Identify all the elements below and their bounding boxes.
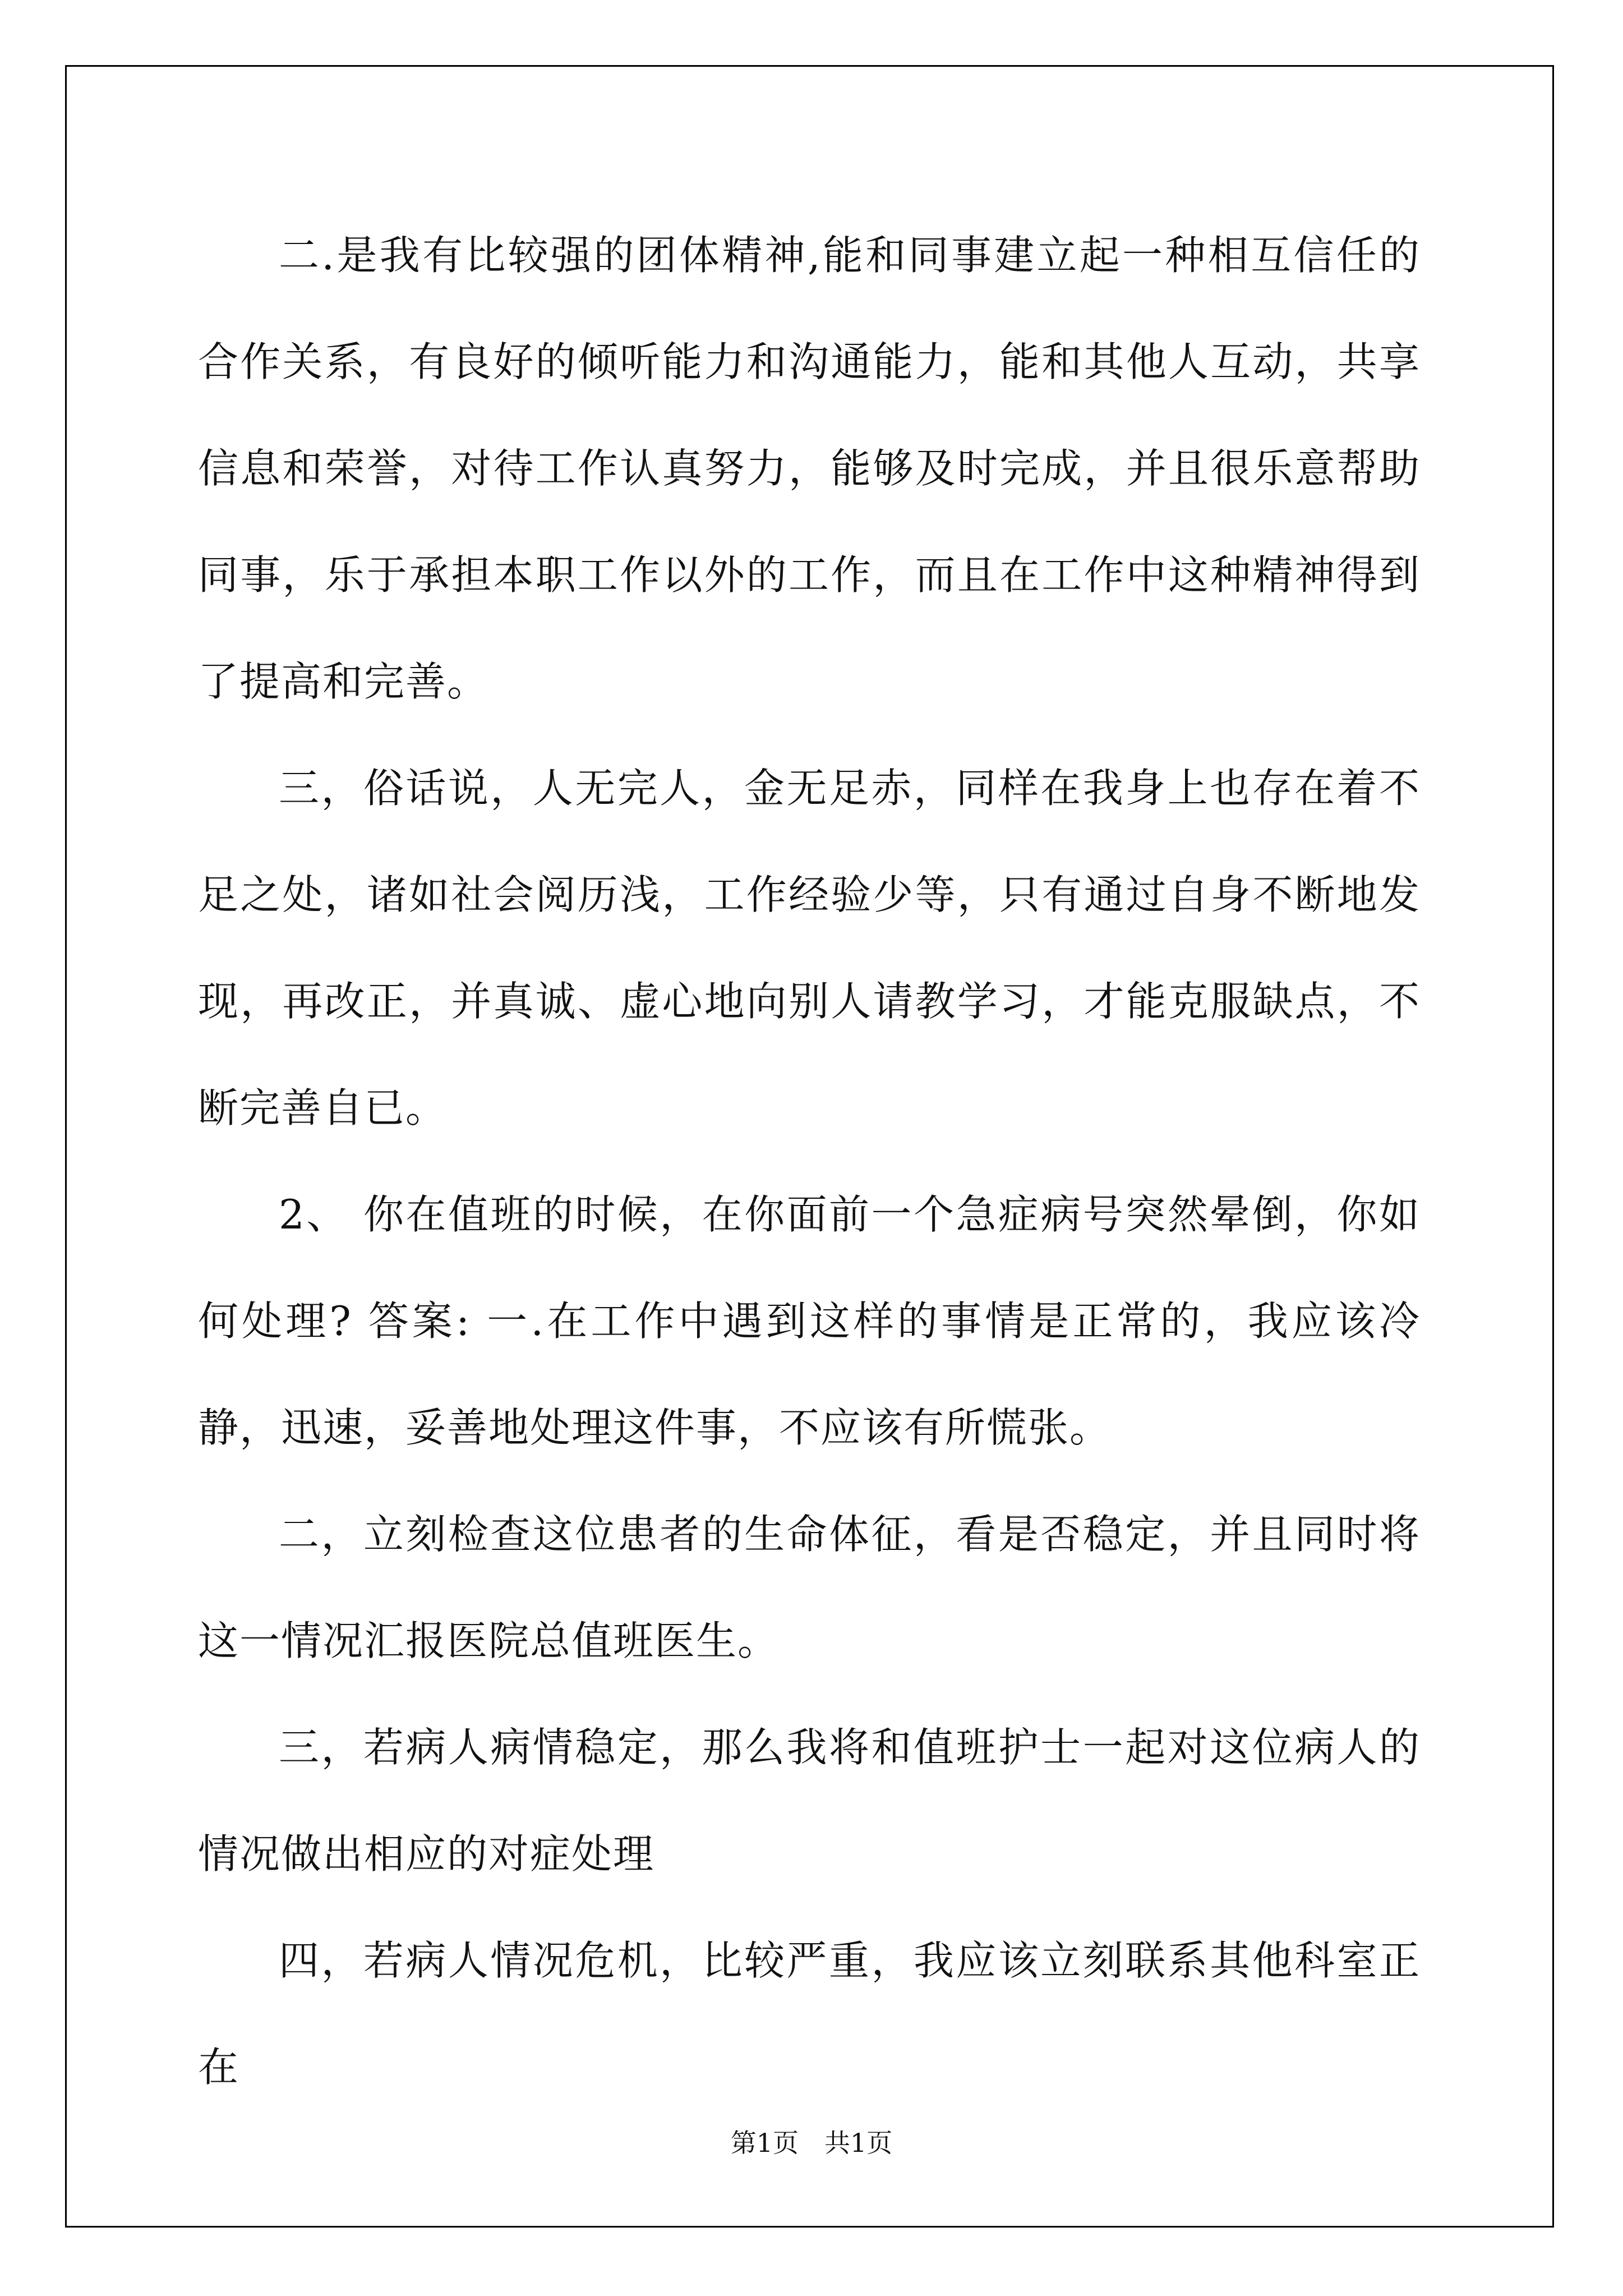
paragraph-critical-case: 四，若病人情况危机，比较严重，我应该立刻联系其他科室正在 xyxy=(198,1937,1421,2091)
paragraph-shortcomings: 三，俗话说，人无完人，金无足赤，同样在我身上也存在着不足之处，诸如社会阅历浅，工作经验少等，只有通过自身不断地发现，再改正，并真诚、虚心地向别人请教学习，才能克服缺点，不断完善自已。 xyxy=(198,765,1421,1131)
paragraph-stable-case: 三，若病人病情稳定，那么我将和值班护士一起对这位病人的情况做出相应的对症处理 xyxy=(198,1724,1421,1878)
paragraph-check-vitals: 二，立刻检查这位患者的生命体征，看是否稳定，并且同时将这一情况汇报医院总值班医生。 xyxy=(198,1511,1421,1664)
paragraph-question-2: 2、 你在值班的时候，在你面前一个急症病号突然晕倒，你如何处理? 答案: 一.在工作中遇到这样的事情是正常的，我应该冷静，迅速，妥善地处理这件事，不应该有所慌张。 xyxy=(198,1191,1421,1451)
page-number-footer: 第1页 共1页 xyxy=(730,2128,893,2158)
paragraph-teamwork: 二.是我有比较强的团体精神,能和同事建立起一种相互信任的合作关系，有良好的倾听能力和沟通能力，能和其他人互动，共享信息和荣誉，对待工作认真努力，能够及时完成，并且很乐意帮助同事，乐于承担本职工作以外的工作，而且在工作中这种精神得到了提高和完善。 xyxy=(198,232,1421,705)
document-body xyxy=(198,202,1421,2120)
